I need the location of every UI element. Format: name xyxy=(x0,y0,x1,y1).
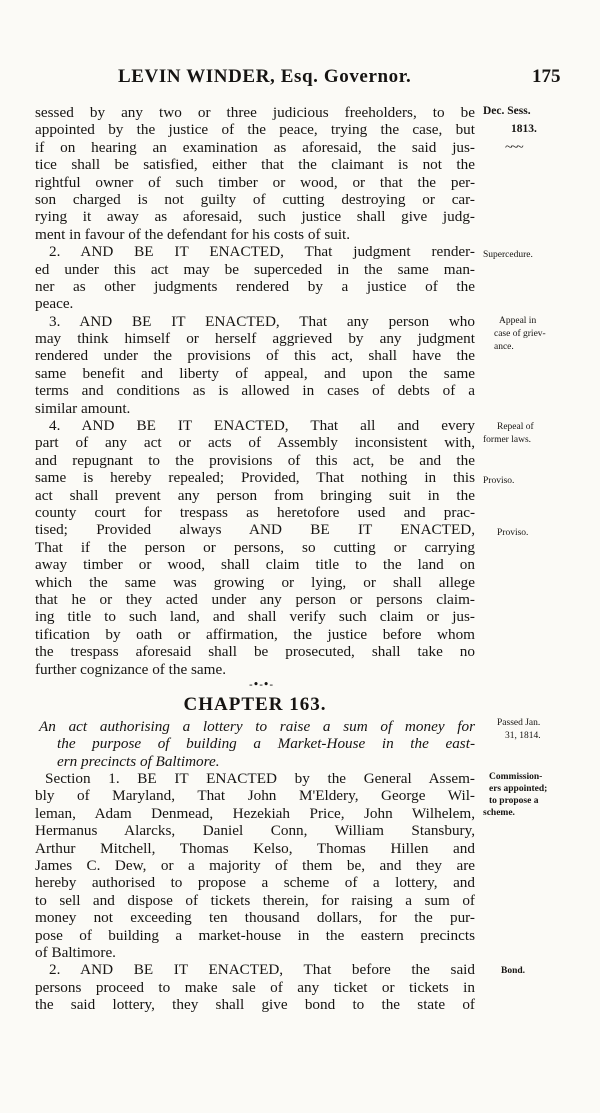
margin-note-commissioners: Commission- xyxy=(489,772,543,782)
running-head: LEVIN WINDER, Esq. Governor. xyxy=(118,66,412,87)
text-line: and repugnant to the provisions of this act, be and the xyxy=(35,451,475,469)
margin-note-session: Dec. Sess. xyxy=(483,105,531,117)
text-line: peace. xyxy=(35,295,74,313)
text-line: Hermanus Alarcks, Daniel Conn, William Stansbury, xyxy=(35,822,475,840)
text-line: money not exceeding ten thousand dollars, for the pur- xyxy=(35,909,475,927)
text-line: tised; Provided always AND BE IT ENACTED, xyxy=(35,521,475,539)
text-line: tice shall be satisfied, either that the claimant is not the xyxy=(35,156,475,174)
text-line: ner as other judgments rendered by a justice of the xyxy=(35,277,475,295)
text-line: persons proceed to make sale of any ticket or tickets in xyxy=(35,978,475,996)
text-line: rendered under the provisions of this act, shall have the xyxy=(35,347,475,365)
text-line: ed under this act may be superceded in the same man- xyxy=(35,260,475,278)
text-line: Arthur Mitchell, Thomas Kelso, Thomas Hillen and xyxy=(35,839,475,857)
text-line: ing title to such land, and shall verify such claim or jus- xyxy=(35,608,475,626)
text-line: which the same was growing or lying, or shall allege xyxy=(35,573,475,591)
margin-note-bond: Bond. xyxy=(501,966,526,976)
margin-note-repeal: former laws. xyxy=(483,435,532,445)
page-body xyxy=(35,104,475,1014)
chapter-section-2 xyxy=(35,961,475,1013)
text-line: the trespass aforesaid shall be prosecuted, shall take no xyxy=(35,643,475,661)
section-heading-line: 3. AND BE IT ENACTED, That any person who xyxy=(49,312,475,330)
margin-note-appeal: case of griev- xyxy=(494,329,546,339)
flourish-ornament: ~~~ xyxy=(505,140,522,155)
section-heading-line: 4. AND BE IT ENACTED, That all and every xyxy=(49,417,475,435)
text-line: similar amount. xyxy=(35,399,131,417)
text-line: same benefit and liberty of appeal, and upon the same xyxy=(35,364,475,382)
margin-note-passed: Passed Jan. xyxy=(497,718,541,728)
text-line: if on hearing an examination as aforesaid, the said jus- xyxy=(35,138,475,156)
text-line: James C. Dew, or a majority of them be, and they are xyxy=(35,857,475,875)
section-continuation xyxy=(35,104,475,243)
chapter-title-line: An act authorising a lottery to raise a sum of money for xyxy=(39,717,475,735)
text-line: pose of building a market-house in the eastern precincts xyxy=(35,926,475,944)
text-line: son charged is not guilty of cutting destroying or car- xyxy=(35,190,475,208)
text-line: leman, Adam Denmead, Hezekiah Price, John Wilhelem, xyxy=(35,804,475,822)
text-line: act shall prevent any person from bringing suit in the xyxy=(35,486,475,504)
text-line: ment in favour of the defendant for his costs of suit. xyxy=(35,225,351,243)
margin-note-appeal: ance. xyxy=(494,342,514,352)
text-line: That if the person or persons, so cutting or carrying xyxy=(35,538,475,556)
chapter-title-line: the purpose of building a Market-House in the east- xyxy=(57,735,475,753)
text-line: that he or they acted under any person or persons claim- xyxy=(35,590,475,608)
text-line: tification by oath or affirmation, the justice before whom xyxy=(35,625,475,643)
section-heading-line: 2. AND BE IT ENACTED, That before the said xyxy=(49,961,475,979)
chapter-section-1 xyxy=(35,770,475,961)
text-line: terms and conditions as is allowed in cases of debts of a xyxy=(35,382,475,400)
margin-note-commissioners: to propose a xyxy=(489,796,539,806)
text-line: county court for trespass as heretofore used and prac- xyxy=(35,503,475,521)
margin-note-passed: 31, 1814. xyxy=(505,731,541,741)
section-2 xyxy=(35,243,475,313)
text-line: the said lottery, they shall give bond to the state of xyxy=(35,996,475,1014)
page-number: 175 xyxy=(532,66,561,87)
text-line: to sell and dispose of tickets therein, for raising a sum of xyxy=(35,891,475,909)
section-4 xyxy=(35,417,475,678)
margin-note-appeal: Appeal in xyxy=(499,316,537,326)
chapter-heading: CHAPTER 163. xyxy=(183,693,327,715)
ornament-row xyxy=(35,678,475,692)
chapter-title-line: ern precincts of Baltimore. xyxy=(57,752,220,770)
page-header xyxy=(0,66,600,94)
text-line: bly of Maryland, That John M'Eldery, George Wil- xyxy=(35,787,475,805)
margin-note-proviso: Proviso. xyxy=(483,476,515,486)
section-heading-line: Section 1. BE IT ENACTED by the General Assem- xyxy=(45,770,475,788)
text-line: same is hereby repealed; Provided, That nothing in this xyxy=(35,469,475,487)
text-line: rying it away as aforesaid, such justice shall give judg- xyxy=(35,208,475,226)
text-line: part of any act or acts of Assembly inconsistent with, xyxy=(35,434,475,452)
text-line: rightful owner of such timber or wood, or that the per- xyxy=(35,173,475,191)
text-line: hereby authorised to propose a scheme of a lottery, and xyxy=(35,874,475,892)
chapter-title xyxy=(35,718,475,770)
margin-note-proviso: Proviso. xyxy=(497,528,529,538)
text-line: away timber or wood, shall claim title to the land on xyxy=(35,556,475,574)
text-line: appointed by the justice of the peace, trying the case, but xyxy=(35,121,475,139)
margin-note-repeal: Repeal of xyxy=(497,422,534,432)
margin-note-supercedure: Supercedure. xyxy=(483,250,533,260)
margin-note-commissioners: ers appointed; xyxy=(489,784,548,794)
section-3 xyxy=(35,313,475,417)
text-line: sessed by any two or three judicious freeholders, to be xyxy=(35,104,475,121)
text-line: further cognizance of the same. xyxy=(35,660,227,678)
ornament-rule: -•-•- xyxy=(249,677,274,691)
margin-note-commissioners: scheme. xyxy=(483,808,515,818)
text-line: of Baltimore. xyxy=(35,943,116,961)
text-line: may think himself or herself aggrieved by any judgment xyxy=(35,330,475,348)
margin-note-year: 1813. xyxy=(511,123,537,135)
section-heading-line: 2. AND BE IT ENACTED, That judgment render- xyxy=(49,243,475,261)
